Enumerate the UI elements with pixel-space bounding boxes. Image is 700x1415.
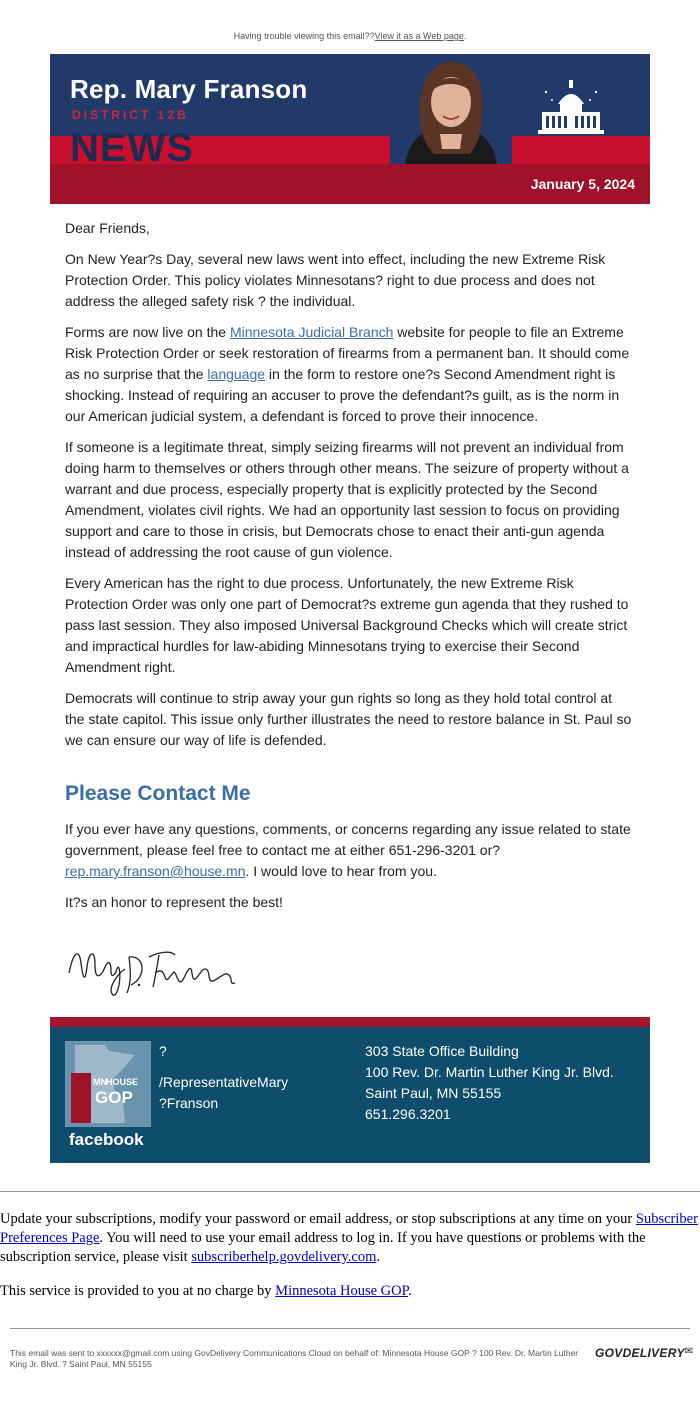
- paragraph-5: Democrats will continue to strip away your gun rights so long as they hold total control at the state capitol. This issue only further illustrates the need to restore balance in St. Paul so we can ensure our way of life is defended.: [65, 690, 632, 748]
- address-line-1: 303 State Office Building: [365, 1043, 519, 1059]
- bottom-bar: [0, 1329, 700, 1379]
- minnesota-map-icon: [65, 1041, 151, 1127]
- service-paragraph: [0, 1282, 700, 1301]
- subscriber-preferences-link[interactable]: Subscriber Preferences Page: [0, 1211, 698, 1246]
- sub-text-a: Update your subscriptions, modify your password or email address, or stop subscriptions at any time on your: [0, 1211, 636, 1227]
- service-text-b: .: [408, 1283, 412, 1299]
- web-page-link[interactable]: View it as a Web page: [374, 31, 464, 41]
- paragraph-4: Every American has the right to due process. Unfortunately, the new Extreme Risk Protection Order was only one part of Democrat?s extreme gun agenda that they rushed to pass last session. They also imposed Universal Background Checks which will create strict and impractical hurdles for law-abiding Minnesotans trying to exercise their Second Amendment right.: [65, 575, 629, 675]
- portrait-image: [390, 54, 512, 164]
- news-label: NEWS: [70, 126, 194, 170]
- footer-divider: [50, 1017, 650, 1027]
- subscription-notice: [0, 1192, 700, 1301]
- signature-image: [65, 933, 245, 1003]
- paragraph-2: [65, 322, 635, 427]
- header-banner: [50, 54, 650, 204]
- closing-line: It?s an honor to represent the best!: [65, 894, 283, 910]
- phone-number: 651.296.3201: [365, 1106, 451, 1122]
- address-line-2: 100 Rev. Dr. Martin Luther King Jr. Blvd.: [365, 1064, 614, 1080]
- facebook-logo-block[interactable]: [65, 1041, 151, 1149]
- newsletter-date: January 5, 2024: [530, 176, 635, 192]
- logo-gop: GOP: [95, 1088, 133, 1107]
- fb-line-3: ?Franson: [159, 1095, 219, 1111]
- facebook-wordmark: facebook: [69, 1130, 144, 1149]
- office-address: [365, 1041, 645, 1125]
- contact-paragraph: [65, 819, 635, 882]
- sub-text-c: .: [376, 1249, 380, 1265]
- govdelivery-logo[interactable]: [595, 1346, 693, 1360]
- letter-body: [50, 204, 650, 1017]
- fb-line-2: /RepresentativeMary: [159, 1074, 289, 1090]
- p2-text-a: Forms are now live on the: [65, 324, 230, 340]
- facebook-handle[interactable]: [159, 1041, 309, 1114]
- language-link[interactable]: language: [207, 366, 266, 382]
- p2-text-b: website for people to file an Extreme Risk Protection Order or seek restoration of firearms from a permanent ban. It should come as no surprise that the: [65, 324, 630, 382]
- contact-heading: Please Contact Me: [65, 782, 251, 805]
- logo-mn: MN: [93, 1077, 107, 1087]
- fb-line-1: ?: [159, 1043, 167, 1059]
- email-link[interactable]: rep.mary.franson@house.mn: [65, 863, 246, 879]
- logo-house: HOUSE: [106, 1077, 139, 1087]
- capitol-icon: [538, 78, 604, 134]
- top-note: [0, 0, 700, 54]
- top-note-suffix: .: [463, 31, 467, 41]
- service-text-a: This service is provided to you at no charge by: [0, 1283, 276, 1299]
- sub-text-b: . You will need to use your email address to log in. If you have questions or problems with the subscription service, please visit: [0, 1230, 646, 1265]
- subscriber-help-link[interactable]: subscriberhelp.govdelivery.com: [191, 1249, 377, 1265]
- footer-contact-block: [50, 1027, 650, 1163]
- govdelivery-wordmark: GOVDELIVERY: [595, 1346, 685, 1360]
- p2-text-c: in the form to restore one?s Second Amendment right is shocking. Instead of requiring an accuser to prove the defendant?s guilt, as is the norm in our American judicial system, a defendant is forced to prove their innocence.: [65, 366, 620, 424]
- sent-to-notice: This email was sent to xxxxxx@gmail.com using GovDelivery Communications Cloud on behalf of: Minnesota House GOP ? 100 Rev. Dr. Martin Luther King Jr. Blvd. ? Saint Paul, MN 55155: [10, 1348, 579, 1369]
- mn-house-gop-logo: [65, 1041, 151, 1127]
- judicial-branch-link[interactable]: Minnesota Judicial Branch: [229, 324, 394, 340]
- paragraph-1: On New Year?s Day, several new laws went into effect, including the new Extreme Risk Protection Order. This policy violates Minnesotans? right to due process and does not address the alleged safety risk ? the individual.: [65, 251, 606, 309]
- contact-text-a: If you ever have any questions, comments, or concerns regarding any issue related to state government, please feel free to contact me at either 651-296-3201 or?: [65, 821, 631, 858]
- newsletter-card: [50, 54, 650, 1163]
- rep-name: Rep. Mary Franson: [70, 74, 308, 104]
- address-line-3: Saint Paul, MN 55155: [365, 1085, 502, 1101]
- contact-text-b: . I would love to hear from you.: [245, 863, 437, 879]
- top-note-text: Having trouble viewing this email??: [233, 31, 375, 41]
- envelope-icon: ✉: [684, 1346, 694, 1357]
- greeting: Dear Friends,: [65, 220, 150, 236]
- district-label: DISTRICT 12B: [72, 108, 189, 122]
- house-gop-link[interactable]: Minnesota House GOP: [275, 1283, 409, 1299]
- subscription-paragraph: [0, 1210, 700, 1267]
- paragraph-3: If someone is a legitimate threat, simply seizing firearms will not prevent an individual from doing harm to themselves or others through other means. The seizure of property without a warrant and due process, especially property that is explicitly protected by the Second Amendment, violates civil rights. We had an opportunity last session to focus on providing support and care to those in crisis, but Democrats chose to enact their anti-gun agenda instead of addressing the root cause of gun violence.: [65, 439, 629, 560]
